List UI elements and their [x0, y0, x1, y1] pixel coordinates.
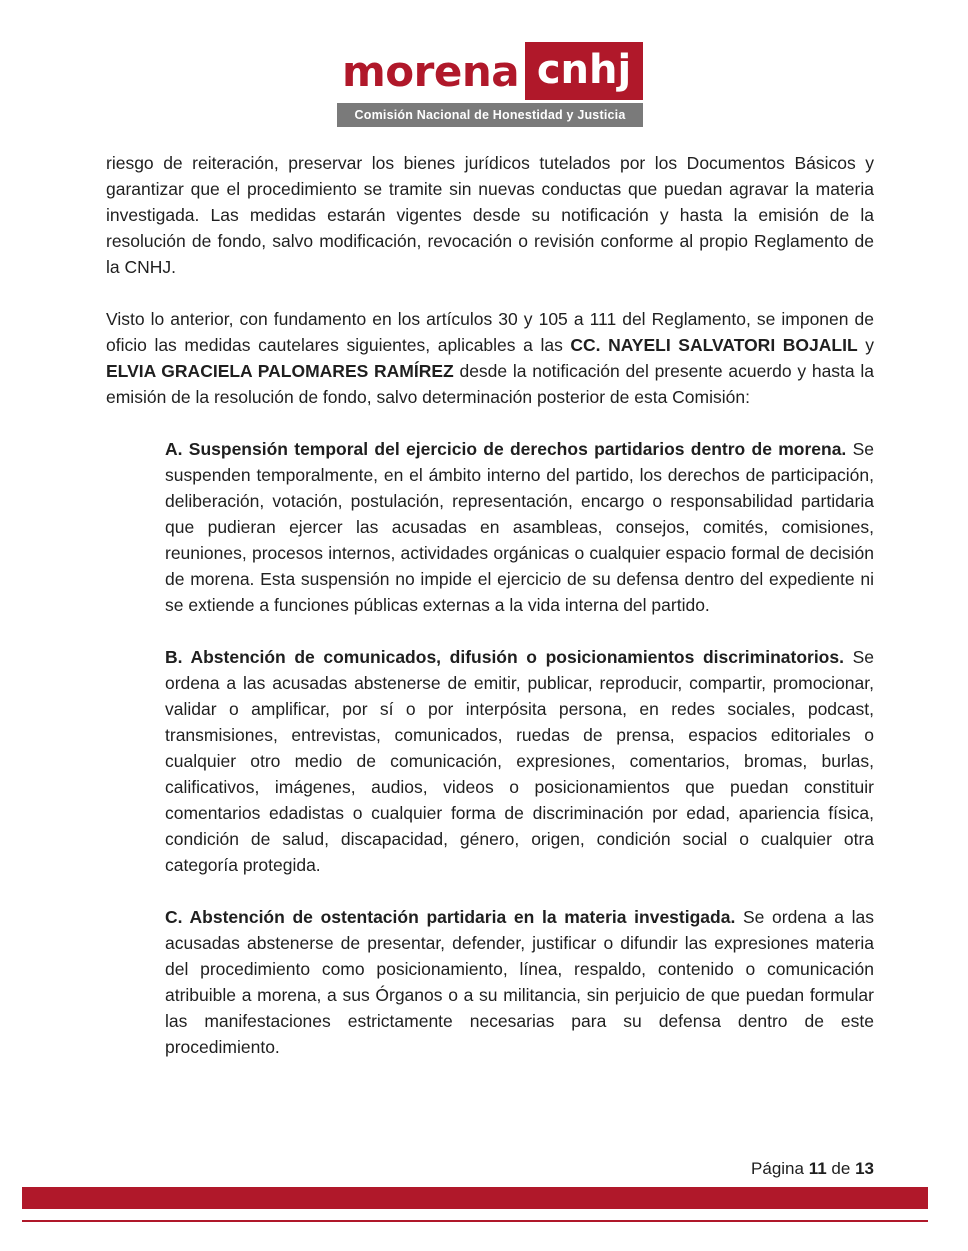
measure-b [165, 644, 874, 878]
cnhj-logo [337, 40, 643, 128]
paragraph-intro: riesgo de reiteración, preservar los bienes jurídicos tutelados por los Documentos Básicos y garantizar que el procedimiento se tramite sin nuevas conductas que puedan agravar la materia investigada. Las medidas estarán vigentes desde su notificación y hasta la emisión de la resolución de fondo, salvo modificación, revocación o revisión conforme al propio Reglamento de la CNHJ. [106, 153, 874, 277]
measure-c-title: C. Abstención de ostentación partidaria en la materia investigada. [165, 907, 736, 927]
foundation-text-2: y [857, 335, 874, 355]
logo-morena-wordmark: morena [342, 47, 520, 96]
page-number [751, 1159, 874, 1179]
logo-subtitle: Comisión Nacional de Honestidad y Justicia [337, 103, 643, 127]
logo-cnhj-block: cnhj [525, 42, 643, 100]
measure-a-text: Se suspenden temporalmente, en el ámbito interno del partido, los derechos de participación, deliberación, votación, postulación, representación, encargo o responsabilidad partidaria que pudieran ejercer las acusadas en asambleas, consejos, comités, comisiones, reuniones, procesos internos, actividades orgánicas o cualquier espacio formal de decisión de morena. Esta suspensión no impide el ejercicio de su defensa dentro del expediente ni se extiende a funciones públicas externas a la vida interna del partido. [165, 439, 874, 615]
measure-b-text: Se ordena a las acusadas abstenerse de emitir, publicar, reproducir, compartir, promocionar, validar o amplificar, por sí o por interpósita persona, en redes sociales, podcast, transmisiones, entrevistas, comunicados, ruedas de prensa, espacios editoriales o cualquier otro medio de comunicación, expresiones, comentarios, bromas, burlas, calificativos, imágenes, audios, videos o posicionamientos que puedan constituir comentarios edadistas o cualquier forma de discriminación por edad, apariencia física, condición de salud, discapacidad, género, origen, condición social o cualquier otra categoría protegida. [165, 647, 874, 875]
measure-c-text: Se ordena a las acusadas abstenerse de presentar, defender, justificar o difundir las expresiones materia del procedimiento como posicionamiento, línea, respaldo, contenido o comunicación atribuible a morena, a sus Órganos o a su militancia, sin perjuicio de que puedan formular las manifestaciones estrictamente necesarias para su defensa dentro de este procedimiento. [165, 907, 874, 1057]
page-total: 13 [855, 1159, 874, 1178]
page-label: Página [751, 1159, 804, 1178]
foundation-text-1: Visto lo anterior, con fundamento en los artículos 30 y 105 a 111 del Reglamento, se imponen de oficio las medidas cautelares siguientes, aplicables a las [106, 309, 874, 355]
paragraph-foundation [106, 306, 874, 410]
document-body [106, 150, 874, 1086]
measure-c [165, 904, 874, 1060]
page-separator: de [831, 1159, 851, 1178]
footer-red-line [22, 1220, 928, 1222]
accused-name-1: CC. NAYELI SALVATORI BOJALIL [570, 335, 858, 355]
measure-a [165, 436, 874, 618]
page-current: 11 [808, 1159, 827, 1178]
footer-red-bar [22, 1187, 928, 1209]
measure-a-title: A. Suspensión temporal del ejercicio de derechos partidarios dentro de morena. [165, 439, 847, 459]
measure-b-title: B. Abstención de comunicados, difusión o posicionamientos discriminatorios. [165, 647, 844, 667]
foundation-text-3: desde la notificación del presente acuerdo y hasta la emisión de la resolución de fondo, salvo determinación posterior de esta Comisión: [106, 361, 874, 407]
accused-name-2: ELVIA GRACIELA PALOMARES RAMÍREZ [106, 361, 454, 381]
